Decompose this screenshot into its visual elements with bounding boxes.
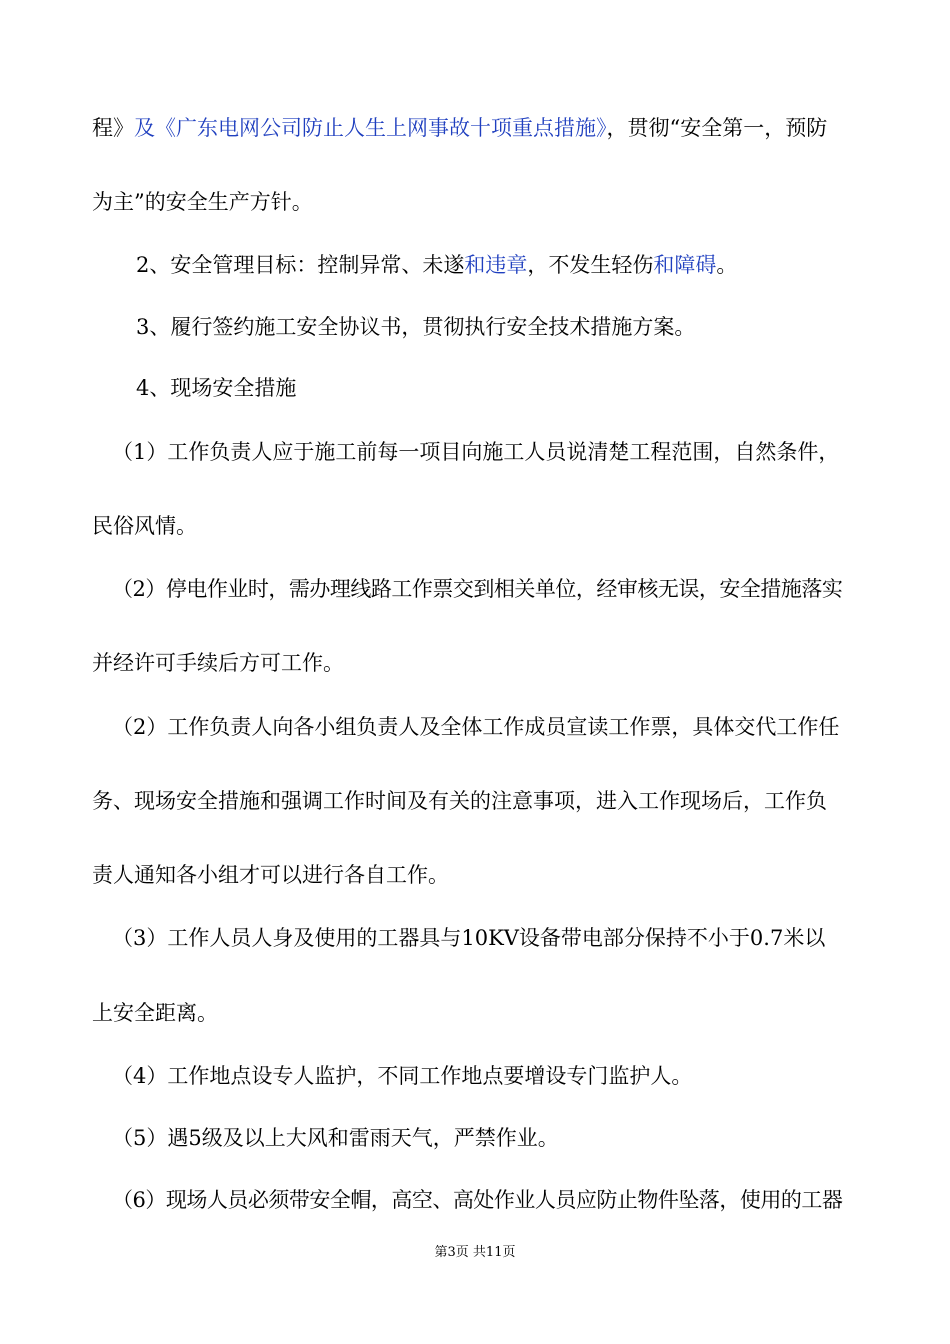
paragraph-line-1: [92, 113, 862, 143]
text-segment: 2、安全管理目标：控制异常、未遂: [136, 253, 465, 277]
paragraph-line-16: （5）遇5级及以上大风和雷雨天气，严禁作业。: [112, 1126, 559, 1150]
text-segment: 。: [716, 253, 738, 277]
paragraph-line-17: （6）现场人员必须带安全帽，高空、高处作业人员应防止物件坠落，使用的工器: [112, 1188, 843, 1212]
text-segment: ，不发生轻伤: [527, 253, 654, 277]
paragraph-line-15: （4）工作地点设专人监护，不同工作地点要增设专门监护人。: [112, 1064, 693, 1088]
paragraph-line-2: 为主”的安全生产方针。: [92, 190, 313, 214]
paragraph-line-4: 3、履行签约施工安全协议书，贯彻执行安全技术措施方案。: [136, 315, 696, 339]
highlighted-text: 和违章: [464, 253, 528, 277]
paragraph-line-14: 上安全距离。: [92, 1001, 218, 1025]
paragraph-line-8: （2）停电作业时，需办理线路工作票交到相关单位，经审核无误，安全措施落实: [112, 577, 843, 601]
page-footer: 第3页 共11页: [434, 1245, 516, 1260]
text-segment: 程》: [92, 116, 134, 140]
highlighted-text: 和障碍: [653, 253, 717, 277]
paragraph-line-10: （2）工作负责人向各小组负责人及全体工作成员宣读工作票，具体交代工作任: [112, 715, 840, 739]
paragraph-line-6: （1）工作负责人应于施工前每一项目向施工人员说清楚工程范围，自然条件，: [112, 440, 840, 464]
paragraph-line-12: 责人通知各小组才可以进行各自工作。: [92, 863, 449, 887]
paragraph-line-9: 并经许可手续后方可工作。: [92, 651, 344, 675]
paragraph-line-13: （3）工作人员人身及使用的工器具与10KV设备带电部分保持不小于0.7米以: [112, 926, 826, 950]
text-segment: ，贯彻“安全第一，预防: [606, 116, 828, 140]
highlighted-text: 及《广东电网公司防止人生上网事故十项重点措施》: [134, 116, 607, 140]
paragraph-line-3: [136, 250, 906, 280]
paragraph-line-5: 4、现场安全措施: [136, 376, 297, 400]
paragraph-line-7: 民俗风情。: [92, 514, 197, 538]
paragraph-line-11: 务、现场安全措施和强调工作时间及有关的注意事项，进入工作现场后，工作负: [92, 789, 827, 813]
